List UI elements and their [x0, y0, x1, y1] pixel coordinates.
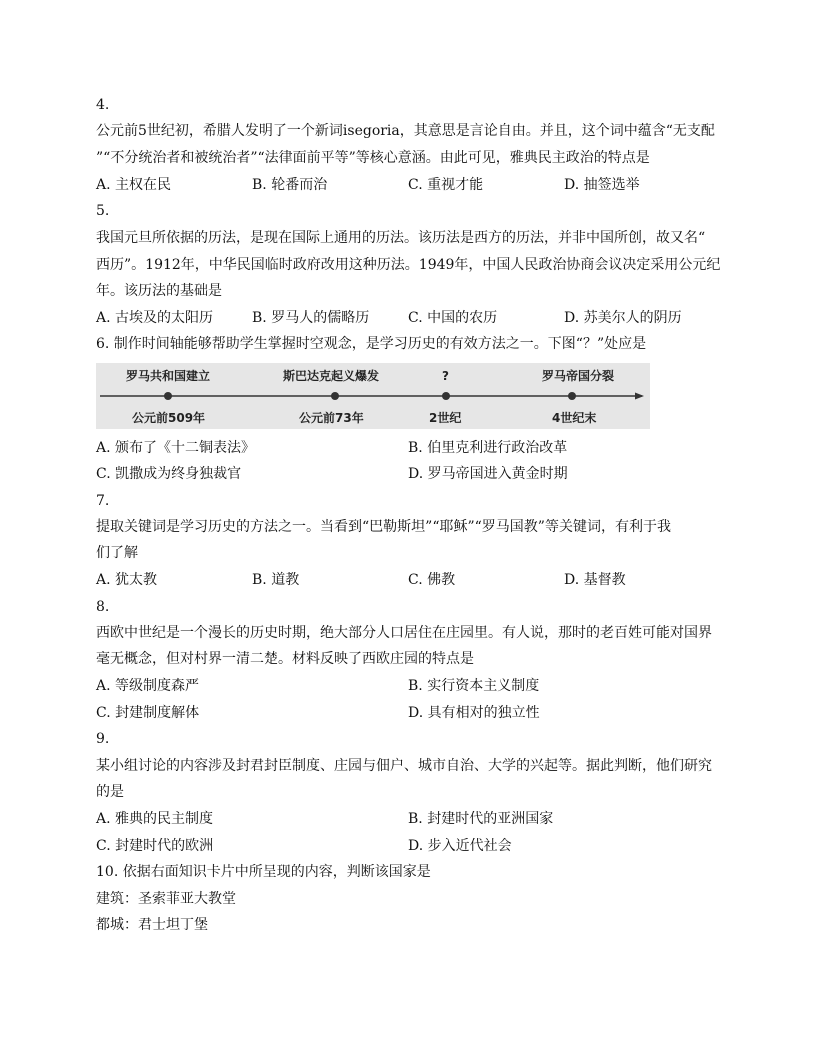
- q7-number: 7.: [96, 493, 110, 509]
- q4-stem-line1: 公元前5世纪初，希腊人发明了一个新词isegoria，其意思是言论自由。并且，这个词中蕴含“无支配: [96, 123, 715, 139]
- timeline-arrowhead: [635, 393, 644, 400]
- q9-number: 9.: [96, 731, 110, 747]
- q8-number: 8.: [96, 599, 110, 615]
- q7-stem-line2: 们了解: [96, 545, 138, 561]
- q6-option-d: D. 罗马帝国进入黄金时期: [408, 466, 568, 482]
- timeline-date-label: 公元前509年: [132, 411, 206, 425]
- q9-option-c: C. 封建时代的欧洲: [96, 838, 214, 854]
- q8-option-b: B. 实行资本主义制度: [408, 678, 540, 694]
- q5-option-d: D. 苏美尔人的阴历: [564, 310, 682, 326]
- timeline-date-label: 4世纪末: [552, 411, 597, 425]
- q5-number: 5.: [96, 203, 110, 219]
- timeline-event-label: ?: [442, 369, 449, 383]
- q10-stem: 10. 依据右面知识卡片中所呈现的内容，判断该国家是: [96, 864, 431, 880]
- q5-stem-line2: 西历”。1912年，中华民国临时政府改用这种历法。1949年，中国人民政治协商会议决定采用公元纪: [96, 257, 721, 273]
- q8-option-a: A. 等级制度森严: [96, 678, 200, 694]
- timeline-event-label: 斯巴达克起义爆发: [283, 369, 380, 383]
- q7-stem-line1: 提取关键词是学习历史的方法之一。当看到“巴勒斯坦”“耶稣”“罗马国教”等关键词，有利于我: [96, 519, 671, 535]
- q9-option-b: B. 封建时代的亚洲国家: [408, 811, 554, 827]
- q4-stem-line2: ”“不分统治者和被统治者”“法律面前平等”等核心意涵。由此可见，雅典民主政治的特点是: [96, 150, 650, 166]
- q5-option-b: B. 罗马人的儒略历: [252, 310, 370, 326]
- q5-option-c: C. 中国的农历: [408, 310, 498, 326]
- timeline-date-label: 公元前73年: [299, 411, 364, 425]
- timeline-event-label: 罗马帝国分裂: [542, 369, 615, 383]
- q6-option-c: C. 凯撒成为终身独裁官: [96, 466, 242, 482]
- q10-card-line1: 建筑：圣索菲亚大教堂: [96, 891, 236, 907]
- timeline-event-label: 罗马共和国建立: [126, 369, 211, 383]
- q9-option-d: D. 步入近代社会: [408, 838, 512, 854]
- q9-stem-line2: 的是: [96, 784, 124, 800]
- q8-stem-line1: 西欧中世纪是一个漫长的历史时期，绝大部分人口居住在庄园里。有人说，那时的老百姓可能对国界: [96, 625, 712, 641]
- q8-stem-line2: 毫无概念，但对村界一清二楚。材料反映了西欧庄园的特点是: [96, 651, 474, 667]
- q6-option-a: A. 颁布了《十二铜表法》: [96, 440, 256, 456]
- timeline-dot: [568, 392, 576, 400]
- q4-option-d: D. 抽签选举: [564, 177, 640, 193]
- q5-stem-line3: 年。该历法的基础是: [96, 283, 222, 299]
- q4-option-a: A. 主权在民: [96, 177, 172, 193]
- q6-stem: 6. 制作时间轴能够帮助学生掌握时空观念，是学习历史的有效方法之一。下图“？”处应是: [96, 336, 647, 352]
- q7-option-c: C. 佛教: [408, 572, 456, 588]
- q9-option-a: A. 雅典的民主制度: [96, 811, 214, 827]
- timeline-dot: [164, 392, 172, 400]
- q7-option-d: D. 基督教: [564, 572, 626, 588]
- q4-number: 4.: [96, 97, 110, 113]
- q7-option-b: B. 道教: [252, 572, 300, 588]
- q8-option-c: C. 封建制度解体: [96, 705, 200, 721]
- timeline-date-label: 2世纪: [429, 411, 462, 425]
- q4-option-c: C. 重视才能: [408, 177, 484, 193]
- q4-option-b: B. 轮番而治: [252, 177, 328, 193]
- q10-card-line2: 都城：君士坦丁堡: [96, 917, 208, 933]
- timeline-figure: [96, 363, 650, 429]
- q5-option-a: A. 古埃及的太阳历: [96, 310, 214, 326]
- q7-option-a: A. 犹太教: [96, 572, 158, 588]
- timeline-dot: [442, 392, 450, 400]
- q6-option-b: B. 伯里克利进行政治改革: [408, 440, 568, 456]
- q9-stem-line1: 某小组讨论的内容涉及封君封臣制度、庄园与佃户、城市自治、大学的兴起等。据此判断，他们研究: [96, 758, 712, 774]
- timeline-dot: [331, 392, 339, 400]
- q8-option-d: D. 具有相对的独立性: [408, 705, 540, 721]
- q5-stem-line1: 我国元旦所依据的历法，是现在国际上通用的历法。该历法是西方的历法，并非中国所创，故又名“: [96, 230, 706, 246]
